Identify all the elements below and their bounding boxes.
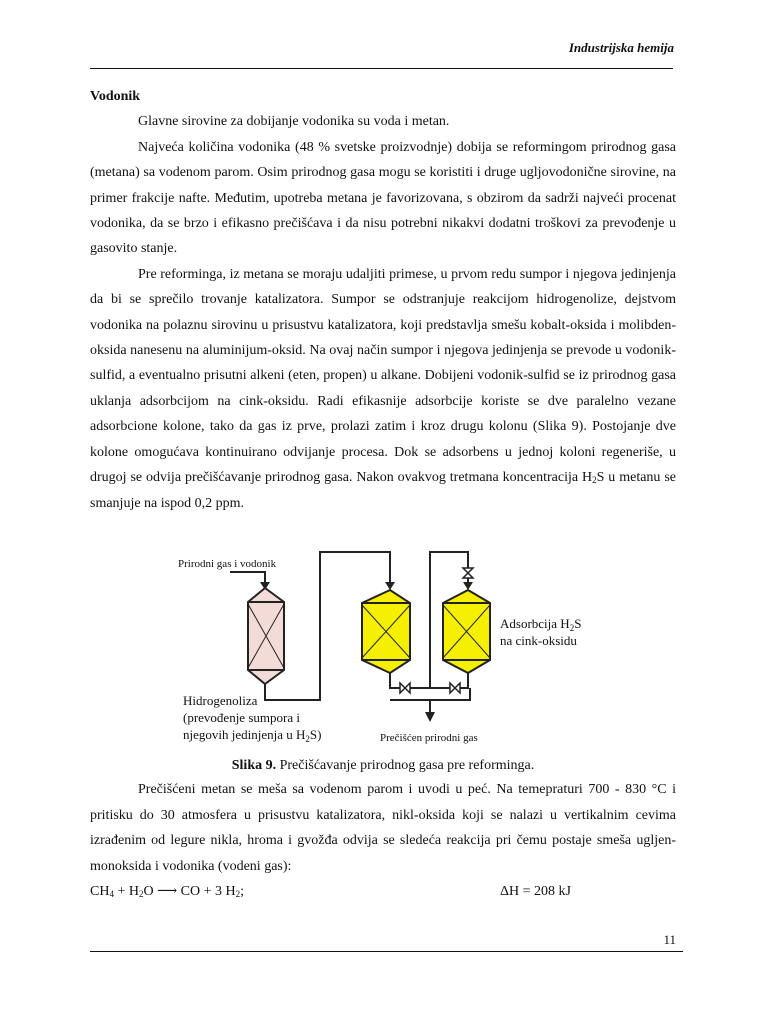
h2s-subscript: 2 xyxy=(592,475,597,486)
body-text-continued xyxy=(90,777,676,905)
label-adsorb-2: na cink-oksidu xyxy=(500,633,577,648)
eq-end: ; xyxy=(240,884,244,900)
valve-3 xyxy=(463,568,473,578)
equation-left xyxy=(90,879,244,905)
label-hydro-1: Hidrogenoliza xyxy=(183,693,258,708)
label-input: Prirodni gas i vodonik xyxy=(178,558,277,570)
eq-ch: CH xyxy=(90,884,110,900)
valve-2 xyxy=(450,683,460,693)
label-hydro-2: (prevođenje sumpora i xyxy=(183,710,300,725)
equation-enthalpy: ΔH = 208 kJ xyxy=(500,884,571,900)
label-hydro-tail: S) xyxy=(309,727,322,742)
caption-label: Slika 9. xyxy=(231,758,277,773)
paragraph-1: Glavne sirovine za dobijanje vodonika su voda i metan. xyxy=(138,114,450,130)
paragraph-2: Najveća količina vodonika (48 % svetske proizvodnje) dobija se reformingom prirodnog gasa (metana) sa vodenom parom. Osim prirodnog gasa mogu se koristiti i druge ugljovodonične sirovine, na primer frakcije nafte. Međutim, upotreba metana je favorizovana, s obzirom da sadrži najveći procenat vodonika, da se brzo i efikasno prečišćava i da nisu potrebni nikakvi dodatni troškovi za prevođenje u gasovito stanje. xyxy=(90,139,676,257)
paragraph-4: Prečišćeni metan se meša sa vodenom parom i uvodi u peć. Na temepraturi 700 - 830 °C i pritisku do 30 atmosfera u prisustvu katalizatora, nikl-oksida koji se nalazi u vertikalnim cevima izrađenim od legure nikla, hroma i gvožđa odvija se sledeća reakcija pri čemu postaje smeša ugljen-monoksida i vodonika (vodeni gas): xyxy=(90,782,676,874)
reaction-equation xyxy=(90,879,676,905)
label-hydro-sub: 2 xyxy=(305,734,310,744)
label-adsorption xyxy=(500,616,581,633)
section-title: Vodonik xyxy=(90,89,141,104)
label-hydro-3 xyxy=(183,727,321,744)
eq-sub-4: 4 xyxy=(109,889,114,900)
footer-rule xyxy=(90,951,683,952)
label-hydro-3-text: njegovih jedinjenja u H xyxy=(183,727,306,742)
running-header: Industrijska hemija xyxy=(568,40,674,55)
eq-o: O ⟶ CO + 3 H xyxy=(143,884,236,900)
eq-mid: + H xyxy=(113,884,139,900)
label-adsorb-sub: 2 xyxy=(569,623,575,633)
caption-text: Prečišćavanje prirodnog gasa pre reforminga. xyxy=(276,758,535,773)
input-pipe xyxy=(230,572,265,585)
valve-1 xyxy=(400,683,410,693)
figure-caption xyxy=(90,758,676,774)
label-output: Prečišćen prirodni gas xyxy=(380,732,478,744)
eq-sub-2a: 2 xyxy=(138,889,144,900)
paragraph-3-tail: S u metanu se smanjuje na ispod 0,2 ppm. xyxy=(90,470,676,511)
eq-sub-2b: 2 xyxy=(235,889,241,900)
label-adsorb-s: S xyxy=(574,616,582,631)
paragraph-3-text: Pre reforminga, iz metana se moraju udaljiti primese, u prvom redu sumpor i njegova jedinjenja da bi se sprečilo trovanje katalizatora. Sumpor se odstranjuje reakcijom hidrogenolize, dejstvom vodonika na polaznu sirovinu u prisustvu katalizatora, koji predstavlja smešu kobalt-oksida i molibden-oksida nanesenu na aluminijum-oksid. Na ovaj način sumpor i njegova jedinjenja se prevode u vodonik-sulfid, a eventualno prisutni alkeni (eten, propen) u alkane. Dobijeni vodonik-sulfid se iz prirodnog gasa uklanja adsorbcijom na cink-oksidu. Radi efikasnije adsorbcije koriste se dve paralelno vezane adsorbcione kolone, tako da gas iz prve, prolazi zatim i kroz drugu kolonu (Slika 9). Postojanje dve kolone omogućava kontinuirano odvijanje procesa. Dok se adsorbens u jednoj koloni regeneriše, u drugoj se odvija prečišćavanje prirodnog gasa. Nakon ovakvog tretmana koncentracija H xyxy=(90,266,676,486)
label-adsorb-1: Adsorbcija H xyxy=(500,616,570,631)
page-number: 11 xyxy=(663,932,676,947)
